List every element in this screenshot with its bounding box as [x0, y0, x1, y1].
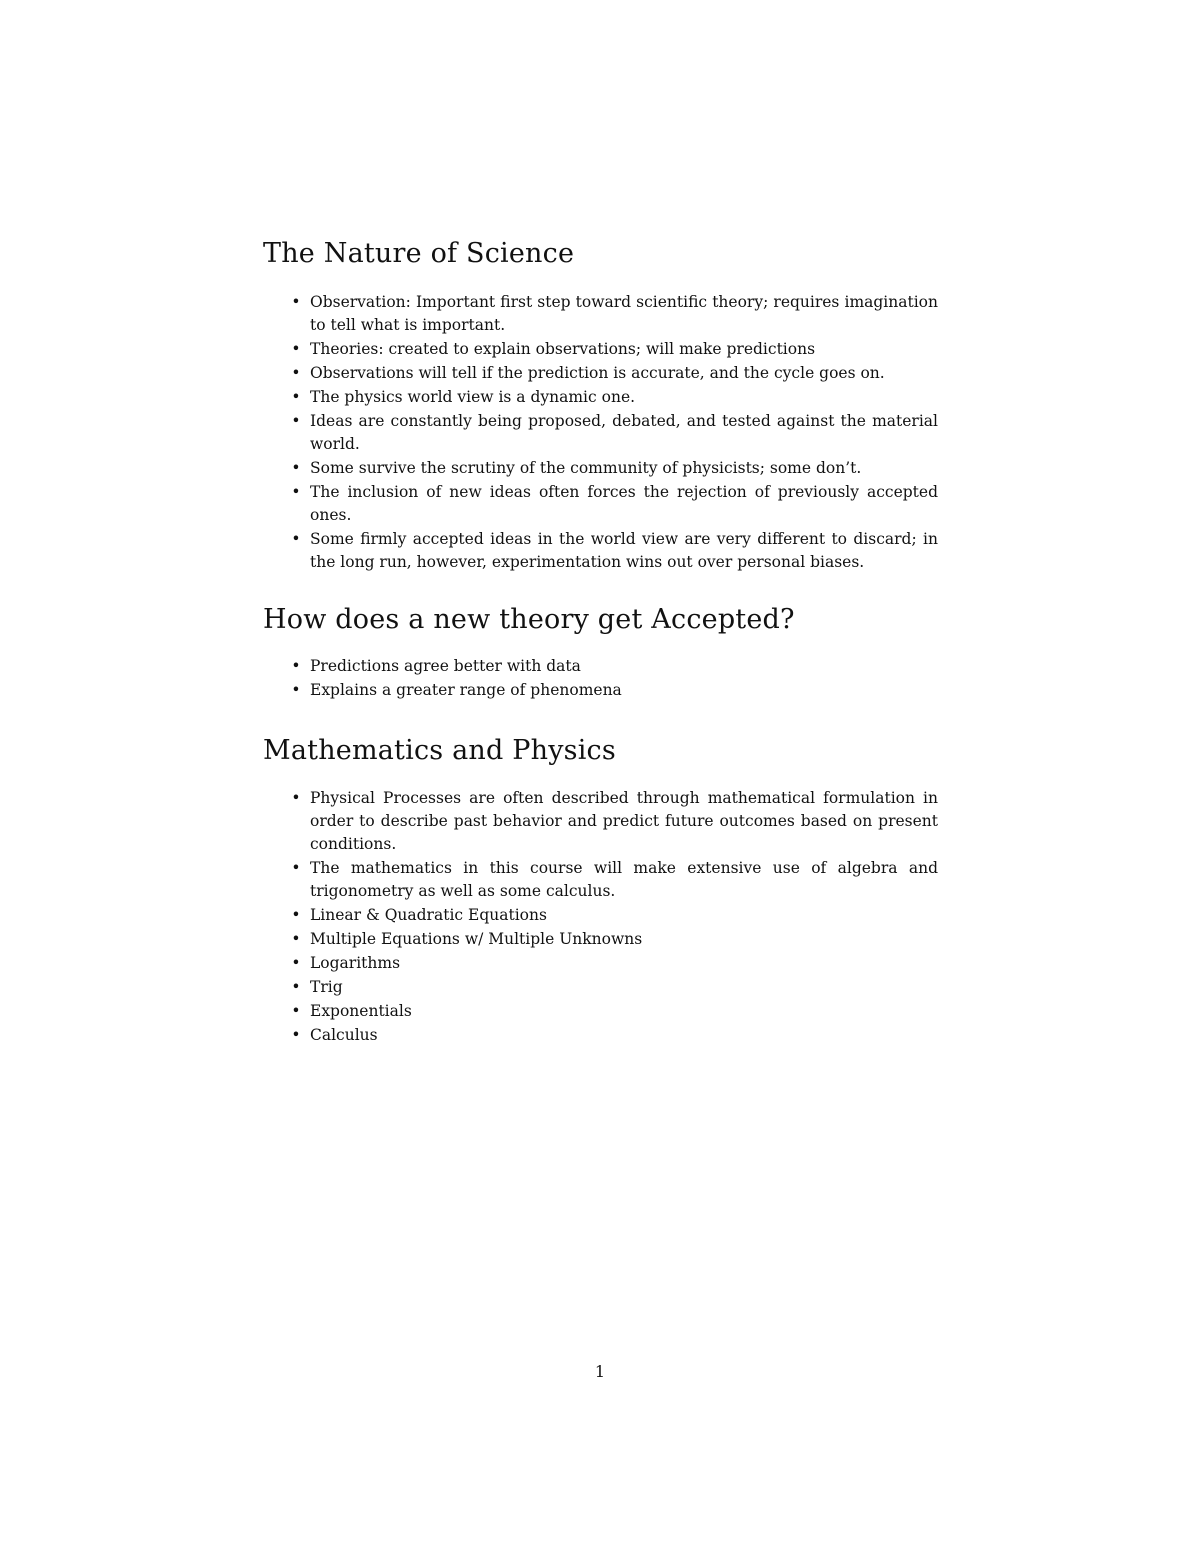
bullet-icon: • — [291, 364, 301, 382]
list-item — [286, 928, 938, 951]
bullet-icon: • — [291, 954, 301, 972]
list-item — [286, 338, 938, 361]
bullet-icon: • — [291, 459, 301, 477]
bullet-icon: • — [291, 1026, 301, 1044]
bullet-icon: • — [291, 930, 301, 948]
bullet-list-nature-of-science — [286, 291, 938, 575]
bullet-icon: • — [291, 906, 301, 924]
bullet-icon: • — [291, 412, 301, 430]
list-item — [286, 1000, 938, 1023]
list-item — [286, 457, 938, 480]
list-item — [286, 904, 938, 927]
bullet-icon: • — [291, 483, 301, 501]
page-number: 1 — [594, 1362, 606, 1381]
bullet-icon: • — [291, 1002, 301, 1020]
list-item-text: The inclusion of new ideas often forces the rejection of previously accepted ones. — [310, 483, 938, 524]
section-heading-nature-of-science: The Nature of Science — [263, 238, 575, 269]
list-item — [286, 291, 938, 337]
list-item — [286, 976, 938, 999]
bullet-icon: • — [291, 789, 301, 807]
bullet-icon: • — [291, 293, 301, 311]
list-item-text: Ideas are constantly being proposed, debated, and tested against the material world. — [310, 412, 938, 453]
bullet-list-theory-accepted — [286, 655, 938, 703]
bullet-icon: • — [291, 530, 301, 548]
list-item-text: Exponentials — [310, 1002, 412, 1020]
list-item-text: The physics world view is a dynamic one. — [310, 388, 636, 406]
list-item — [286, 386, 938, 409]
list-item-text: The mathematics in this course will make extensive use of algebra and trigonometry as well as some calculus. — [310, 859, 938, 900]
list-item — [286, 1024, 938, 1047]
list-item — [286, 679, 938, 702]
list-item-text: Explains a greater range of phenomena — [310, 681, 622, 699]
list-item — [286, 655, 938, 678]
section-heading-theory-accepted: How does a new theory get Accepted? — [263, 604, 795, 635]
list-item — [286, 362, 938, 385]
list-item — [286, 528, 938, 574]
list-item-text: Logarithms — [310, 954, 401, 972]
list-item-text: Some survive the scrutiny of the community of physicists; some don’t. — [310, 459, 862, 477]
list-item-text: Linear & Quadratic Equations — [310, 906, 547, 924]
list-item-text: Theories: created to explain observations; will make predictions — [310, 340, 816, 358]
list-item-text: Predictions agree better with data — [310, 657, 581, 675]
list-item — [286, 410, 938, 456]
section-heading-mathematics-physics: Mathematics and Physics — [263, 735, 616, 766]
bullet-icon: • — [291, 681, 301, 699]
list-item-text: Physical Processes are often described through mathematical formulation in order to describe past behavior and predict future outcomes based on present conditions. — [310, 789, 938, 853]
list-item — [286, 787, 938, 856]
list-item-text: Calculus — [310, 1026, 378, 1044]
bullet-icon: • — [291, 388, 301, 406]
bullet-icon: • — [291, 859, 301, 877]
list-item-text: Observation: Important first step toward scientific theory; requires imagination to tell what is important. — [310, 293, 938, 334]
bullet-icon: • — [291, 657, 301, 675]
bullet-icon: • — [291, 978, 301, 996]
list-item — [286, 481, 938, 527]
list-item-text: Trig — [310, 978, 343, 996]
list-item — [286, 857, 938, 903]
list-item-text: Some firmly accepted ideas in the world view are very different to discard; in the long run, however, experimentation wins out over personal biases. — [310, 530, 938, 571]
list-item — [286, 952, 938, 975]
bullet-icon: • — [291, 340, 301, 358]
list-item-text: Observations will tell if the prediction is accurate, and the cycle goes on. — [310, 364, 885, 382]
list-item-text: Multiple Equations w/ Multiple Unknowns — [310, 930, 643, 948]
bullet-list-mathematics-physics — [286, 787, 938, 1048]
